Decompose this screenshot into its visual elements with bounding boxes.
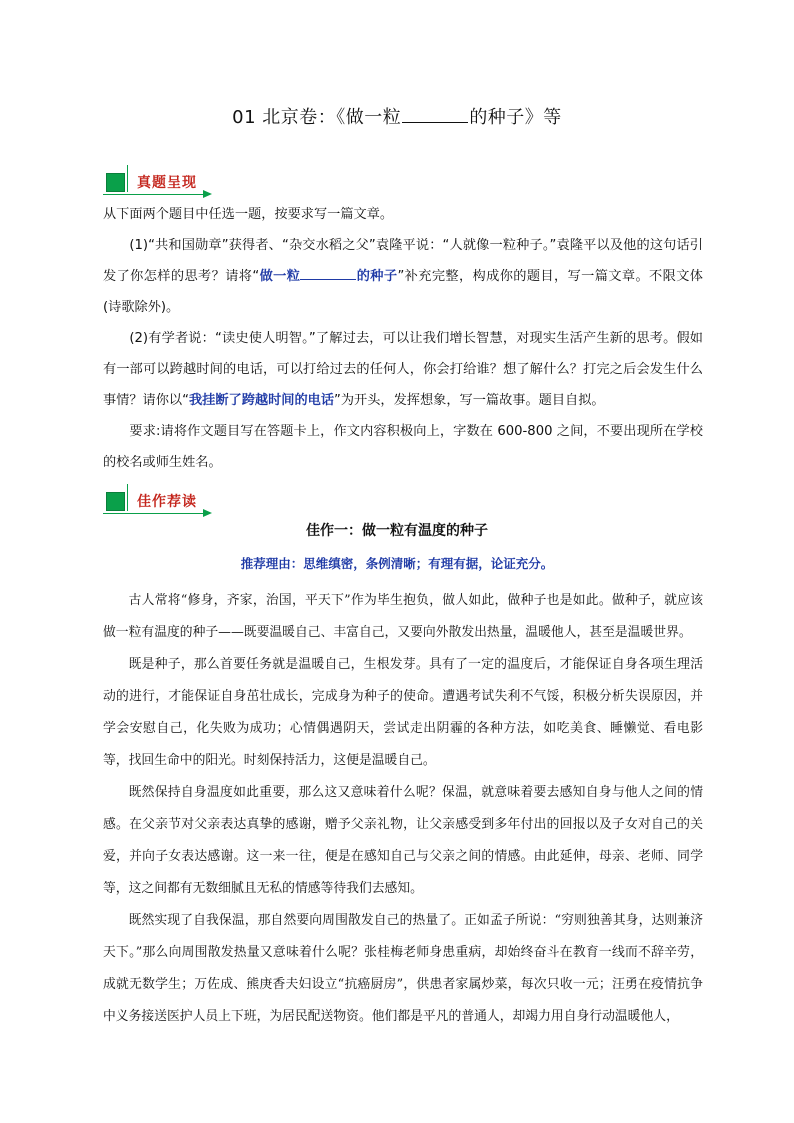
question-1: (1)“共和国勋章”获得者、“杂交水稻之父”袁隆平说：“人就像一粒种子。”袁隆平以及他的这句话引发了你怎样的思考？请将“做一粒 的种子”补充完整，构成你的题目，写一篇文章。不限文体(诗歌除外)。 <box>103 238 703 315</box>
title-prefix: 01 北京卷：《做一粒 <box>232 107 402 128</box>
essay-reason: 推荐理由：思维缜密，条例清晰；有理有据，论证充分。 <box>240 556 554 571</box>
question-1-highlight: 做一粒 的种子 <box>259 269 398 284</box>
section-label: 真题呈现 <box>137 175 197 191</box>
question-requirements: 要求:请将作文题目写在答题卡上，作文内容积极向上，字数在 600-800 之间，不要出现所在学校的校名或师生姓名。 <box>103 424 703 470</box>
title-suffix: 的种子》等 <box>469 107 562 128</box>
question-intro: 从下面两个题目中任选一题，按要求写一篇文章。 <box>103 207 394 222</box>
essay-paragraph: 既然保持自身温度如此重要，那么这又意味着什么呢？保温，就意味着要去感知自身与他人之间的情感。在父亲节对父亲表达真挚的感谢，赠予父亲礼物，让父亲感受到多年付出的回报以及子女对自己的关爱，并向子女表达感谢。这一来一往，便是在感知自己与父亲之间的情感。由此延伸，母亲、老师、同学等，这之间都有无数细腻且无私的情感等待我们去感知。 <box>103 785 703 896</box>
essay-paragraph: 古人常将“修身，齐家，治国，平天下”作为毕生抱负，做人如此，做种子也是如此。做种子，就应该做一粒有温度的种子——既要温暖自己、丰富自己，又要向外散发出热量，温暖他人，甚至是温暖世界。 <box>103 593 703 640</box>
green-square-icon <box>106 173 125 192</box>
essay-paragraph: 既然实现了自我保温，那自然要向周围散发自己的热量了。正如孟子所说：“穷则独善其身，达则兼济天下。”那么向周围散发热量又意味着什么呢？张桂梅老师身患重病，却始终奋斗在教育一线而不辞辛劳，成就无数学生；万佐成、熊庚香夫妇设立“抗癌厨房”，供患者家属炒菜，每次只收一元；汪勇在疫情抗争中义务接送医护人员上下班，为居民配送物资。他们都是平凡的普通人，却竭力用自身行动温暖他人， <box>103 913 703 1024</box>
page-title <box>0 103 794 129</box>
title-blank-line <box>402 108 468 123</box>
section-label: 佳作荐读 <box>137 494 197 510</box>
green-square-icon <box>106 492 125 511</box>
essay-body <box>103 585 703 1033</box>
question-2-highlight: 我挂断了跨越时间的电话 <box>188 393 335 408</box>
question-2: (2)有学者说：“读史使人明智。”了解过去，可以让我们增长智慧，对现实生活产生新的思考。假如有一部可以跨越时间的电话，可以打给过去的任何人，你会打给谁？想了解什么？打完之后会发生什么事情？请你以“我挂断了跨越时间的电话”为开头，发挥想象，写一篇故事。题目自拟。 <box>103 331 703 408</box>
arrow-right-icon <box>203 190 212 198</box>
arrow-right-icon <box>203 509 212 517</box>
essay-paragraph: 既是种子，那么首要任务就是温暖自己，生根发芽。具有了一定的温度后，才能保证自身各项生理活动的进行，才能保证自身茁壮成长，完成身为种子的使命。遭遇考试失利不气馁，积极分析失误原因，并学会安慰自己，化失败为成功；心情偶遇阴天，尝试走出阴霾的各种方法，如吃美食、睡懒觉、看电影等，找回生命中的阳光。时刻保持活力，这便是温暖自己。 <box>103 657 703 768</box>
question-block <box>103 199 703 478</box>
essay-title: 佳作一：做一粒有温度的种子 <box>306 523 488 539</box>
